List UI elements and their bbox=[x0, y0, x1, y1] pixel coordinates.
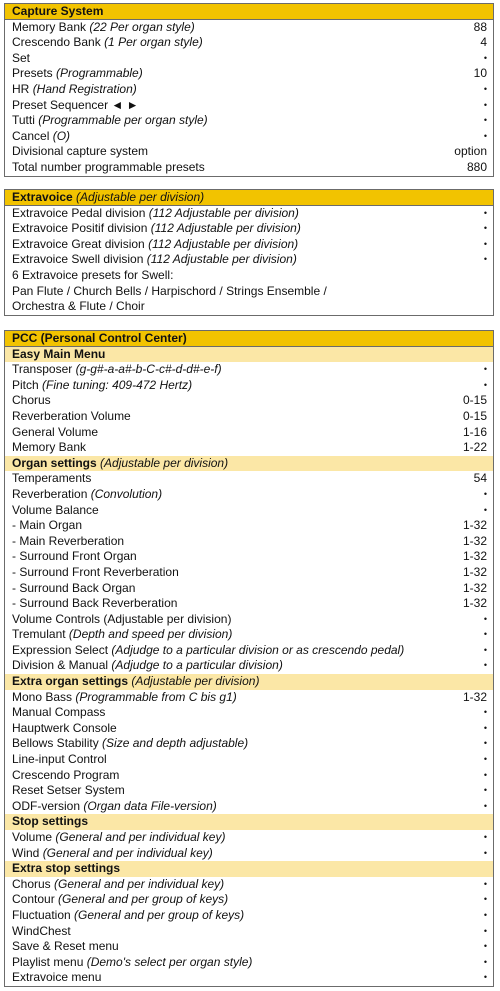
table-row bbox=[5, 924, 493, 940]
row-label: Orchestra & Flute / Choir bbox=[12, 299, 145, 314]
extravoice-title-note: (Adjustable per division) bbox=[76, 189, 205, 204]
row-label: Set bbox=[12, 50, 31, 65]
bullet-icon: • bbox=[483, 115, 487, 126]
table-row bbox=[5, 299, 493, 315]
bullet-icon: • bbox=[483, 785, 487, 796]
row-label: Extravoice menu bbox=[12, 970, 102, 985]
row-note: (Depth and speed per division) bbox=[68, 627, 233, 642]
row-value: 4 bbox=[480, 35, 487, 50]
row-label: - Main Reverberation bbox=[12, 533, 125, 548]
table-row bbox=[5, 471, 493, 487]
table-row bbox=[5, 393, 493, 409]
table-row bbox=[5, 643, 493, 659]
row-value: 1-32 bbox=[462, 689, 487, 704]
table-row bbox=[5, 768, 493, 784]
table-row bbox=[5, 581, 493, 597]
table-row bbox=[5, 252, 493, 268]
row-note: (General and per group of keys) bbox=[74, 907, 245, 922]
row-label: Expression Select bbox=[12, 642, 109, 657]
row-label: Stop settings bbox=[12, 814, 89, 829]
row-value: 1-32 bbox=[462, 564, 487, 579]
bullet-icon: • bbox=[483, 722, 487, 733]
table-row bbox=[5, 518, 493, 534]
table-row bbox=[5, 892, 493, 908]
row-note: (1 Per organ style) bbox=[104, 35, 203, 50]
bullet-icon: • bbox=[483, 83, 487, 94]
row-label: Division & Manual bbox=[12, 658, 109, 673]
row-label: HR bbox=[12, 81, 30, 96]
table-row bbox=[5, 799, 493, 815]
table-row bbox=[5, 627, 493, 643]
row-label: Temperaments bbox=[12, 471, 92, 486]
table-row bbox=[5, 721, 493, 737]
capture-system-title: Capture System bbox=[12, 3, 104, 18]
row-value: 1-32 bbox=[462, 518, 487, 533]
table-row bbox=[5, 503, 493, 519]
row-note: (General and per individual key) bbox=[54, 876, 225, 891]
table-row bbox=[5, 970, 493, 986]
pcc-header bbox=[5, 331, 493, 347]
row-value: 1-32 bbox=[462, 549, 487, 564]
bullet-icon: • bbox=[483, 769, 487, 780]
row-note: (General and per group of keys) bbox=[58, 892, 229, 907]
bullet-icon: • bbox=[483, 894, 487, 905]
section-subheader bbox=[5, 456, 493, 472]
table-row bbox=[5, 284, 493, 300]
row-label: Contour bbox=[12, 892, 55, 907]
extravoice-rows bbox=[5, 206, 493, 315]
bullet-icon: • bbox=[483, 956, 487, 967]
table-row bbox=[5, 534, 493, 550]
table-row bbox=[5, 705, 493, 721]
table-row bbox=[5, 378, 493, 394]
table-row bbox=[5, 129, 493, 145]
bullet-icon: • bbox=[483, 207, 487, 218]
table-row bbox=[5, 237, 493, 253]
row-label: Manual Compass bbox=[12, 705, 106, 720]
row-value: 1-32 bbox=[462, 596, 487, 611]
row-label: - Surround Front Reverberation bbox=[12, 564, 179, 579]
bullet-icon: • bbox=[483, 504, 487, 515]
row-label: Pitch bbox=[12, 377, 39, 392]
row-note: (Hand Registration) bbox=[32, 81, 137, 96]
bullet-icon: • bbox=[483, 660, 487, 671]
row-note: (Programmable from C bis g1) bbox=[75, 689, 237, 704]
bullet-icon: • bbox=[483, 629, 487, 640]
row-label: Tutti bbox=[12, 113, 35, 128]
bullet-icon: • bbox=[483, 707, 487, 718]
row-label: Save & Reset menu bbox=[12, 939, 119, 954]
row-label: ODF-version bbox=[12, 798, 81, 813]
row-label: Crescendo Bank bbox=[12, 35, 101, 50]
row-label: Presets bbox=[12, 66, 53, 81]
table-row bbox=[5, 565, 493, 581]
row-label: General Volume bbox=[12, 424, 99, 439]
table-row bbox=[5, 425, 493, 441]
bullet-icon: • bbox=[483, 379, 487, 390]
row-note: (Programmable) bbox=[56, 66, 143, 81]
row-note: (Convolution) bbox=[90, 486, 163, 501]
row-label: Mono Bass bbox=[12, 689, 73, 704]
row-label: Extravoice Great division bbox=[12, 236, 145, 251]
bullet-icon: • bbox=[483, 99, 487, 110]
section-subheader bbox=[5, 861, 493, 877]
table-row bbox=[5, 736, 493, 752]
row-note: (Programmable per organ style) bbox=[38, 113, 208, 128]
pcc-title: PCC (Personal Control Center) bbox=[12, 330, 187, 345]
pcc-table bbox=[4, 330, 494, 987]
table-row bbox=[5, 939, 493, 955]
row-value: option bbox=[454, 144, 487, 159]
table-row bbox=[5, 658, 493, 674]
row-note: (112 Adjustable per division) bbox=[146, 252, 297, 267]
row-label: WindChest bbox=[12, 923, 71, 938]
table-row bbox=[5, 20, 493, 36]
extravoice-title: Extravoice bbox=[12, 189, 73, 204]
bullet-icon: • bbox=[483, 878, 487, 889]
row-label: Chorus bbox=[12, 876, 51, 891]
table-row bbox=[5, 612, 493, 628]
table-row bbox=[5, 877, 493, 893]
row-label: Memory Bank bbox=[12, 19, 87, 34]
bullet-icon: • bbox=[483, 130, 487, 141]
row-label: Extravoice Swell division bbox=[12, 252, 144, 267]
row-note: (Adjudge to a particular division or as crescendo pedal) bbox=[111, 642, 405, 657]
table-row bbox=[5, 549, 493, 565]
row-label: - Surround Back Reverberation bbox=[12, 596, 178, 611]
section-subheader bbox=[5, 674, 493, 690]
table-row bbox=[5, 409, 493, 425]
row-label: Line-input Control bbox=[12, 752, 107, 767]
row-note: (g-g#-a-a#-b-C-c#-d-d#-e-f) bbox=[75, 362, 222, 377]
row-note: (Adjustable per division) bbox=[131, 674, 260, 689]
bullet-icon: • bbox=[483, 847, 487, 858]
row-value: 1-32 bbox=[462, 533, 487, 548]
row-label: Chorus bbox=[12, 393, 51, 408]
row-label: Reverberation Volume bbox=[12, 408, 131, 423]
table-row bbox=[5, 144, 493, 160]
bullet-icon: • bbox=[483, 972, 487, 983]
row-label: Pan Flute / Church Bells / Harpischord / Strings Ensemble / bbox=[12, 283, 327, 298]
capture-system-header bbox=[5, 4, 493, 20]
row-label: Transposer bbox=[12, 362, 73, 377]
row-label: Extra stop settings bbox=[12, 861, 121, 876]
bullet-icon: • bbox=[483, 364, 487, 375]
table-row bbox=[5, 362, 493, 378]
row-label: Playlist menu bbox=[12, 954, 84, 969]
row-value: 1-16 bbox=[462, 424, 487, 439]
table-row bbox=[5, 98, 493, 114]
row-note: (General and per individual key) bbox=[55, 830, 226, 844]
row-label: Divisional capture system bbox=[12, 144, 149, 159]
capture-system-rows bbox=[5, 20, 493, 176]
table-row bbox=[5, 35, 493, 51]
row-label: Reverberation bbox=[12, 486, 88, 501]
row-label: Preset Sequencer ◄ ► bbox=[12, 97, 139, 112]
row-note: (112 Adjustable per division) bbox=[148, 236, 299, 251]
row-label: - Surround Front Organ bbox=[12, 549, 137, 564]
row-note: (General and per individual key) bbox=[42, 845, 213, 860]
bullet-icon: • bbox=[483, 254, 487, 265]
row-label: Crescendo Program bbox=[12, 767, 120, 782]
row-label: Extra organ settings bbox=[12, 674, 129, 689]
row-label: Extravoice Pedal division bbox=[12, 205, 146, 220]
table-row bbox=[5, 66, 493, 82]
bullet-icon: • bbox=[483, 223, 487, 234]
row-label: Volume Controls (Adjustable per division) bbox=[12, 611, 232, 626]
table-row bbox=[5, 596, 493, 612]
extravoice-table bbox=[4, 189, 494, 316]
row-label: Volume bbox=[12, 830, 53, 844]
table-row bbox=[5, 113, 493, 129]
table-row bbox=[5, 908, 493, 924]
row-note: (Size and depth adjustable) bbox=[102, 736, 249, 751]
table-row bbox=[5, 783, 493, 799]
bullet-icon: • bbox=[483, 644, 487, 655]
row-label: Tremulant bbox=[12, 627, 66, 642]
table-row bbox=[5, 752, 493, 768]
table-row bbox=[5, 955, 493, 971]
table-row bbox=[5, 268, 493, 284]
row-label: 6 Extravoice presets for Swell: bbox=[12, 267, 174, 282]
bullet-icon: • bbox=[483, 909, 487, 920]
table-row bbox=[5, 846, 493, 862]
bullet-icon: • bbox=[483, 488, 487, 499]
bullet-icon: • bbox=[483, 800, 487, 811]
row-label: Memory Bank bbox=[12, 440, 87, 455]
row-note: (Fine tuning: 409-472 Hertz) bbox=[42, 377, 193, 392]
bullet-icon: • bbox=[483, 738, 487, 749]
row-note: (Adjudge to a particular division) bbox=[111, 658, 283, 673]
pcc-rows bbox=[5, 347, 493, 986]
row-value: 1-22 bbox=[462, 440, 487, 455]
row-label: Wind bbox=[12, 845, 40, 860]
bullet-icon: • bbox=[483, 52, 487, 63]
section-subheader bbox=[5, 347, 493, 363]
table-row bbox=[5, 82, 493, 98]
table-row bbox=[5, 206, 493, 222]
row-note: (O) bbox=[52, 128, 71, 143]
row-label: Reset Setser System bbox=[12, 783, 125, 798]
table-row bbox=[5, 830, 493, 846]
bullet-icon: • bbox=[483, 941, 487, 952]
row-note: (Adjustable per division) bbox=[100, 455, 229, 470]
row-note: (112 Adjustable per division) bbox=[150, 221, 301, 236]
row-note: (Demo's select per organ style) bbox=[86, 954, 253, 969]
row-value: 54 bbox=[473, 471, 487, 486]
row-value: 0-15 bbox=[462, 393, 487, 408]
row-note: (22 Per organ style) bbox=[89, 19, 195, 34]
row-note: (112 Adjustable per division) bbox=[148, 205, 299, 220]
table-row bbox=[5, 51, 493, 67]
bullet-icon: • bbox=[483, 925, 487, 936]
bullet-icon: • bbox=[483, 754, 487, 765]
row-value: 1-32 bbox=[462, 580, 487, 595]
row-label: Total number programmable presets bbox=[12, 159, 205, 174]
row-value: 10 bbox=[473, 66, 487, 81]
bullet-icon: • bbox=[483, 238, 487, 249]
table-row bbox=[5, 440, 493, 456]
row-value: 880 bbox=[466, 159, 487, 174]
row-label: Fluctuation bbox=[12, 907, 71, 922]
capture-system-table bbox=[4, 3, 494, 177]
bullet-icon: • bbox=[483, 613, 487, 624]
row-label: - Surround Back Organ bbox=[12, 580, 136, 595]
row-label: Volume Balance bbox=[12, 502, 99, 517]
row-label: Easy Main Menu bbox=[12, 346, 106, 361]
table-row bbox=[5, 160, 493, 176]
table-row bbox=[5, 487, 493, 503]
row-note: (Organ data File-version) bbox=[83, 798, 217, 813]
row-label: - Main Organ bbox=[12, 518, 83, 533]
section-subheader bbox=[5, 814, 493, 830]
row-label: Organ settings bbox=[12, 455, 97, 470]
row-label: Bellows Stability bbox=[12, 736, 99, 751]
table-row bbox=[5, 221, 493, 237]
row-label: Hauptwerk Console bbox=[12, 720, 117, 735]
row-value: 0-15 bbox=[462, 408, 487, 423]
row-value: 88 bbox=[473, 19, 487, 34]
bullet-icon: • bbox=[483, 832, 487, 842]
extravoice-header bbox=[5, 190, 493, 206]
table-row bbox=[5, 690, 493, 706]
row-label: Extravoice Positif division bbox=[12, 221, 148, 236]
row-label: Cancel bbox=[12, 128, 50, 143]
